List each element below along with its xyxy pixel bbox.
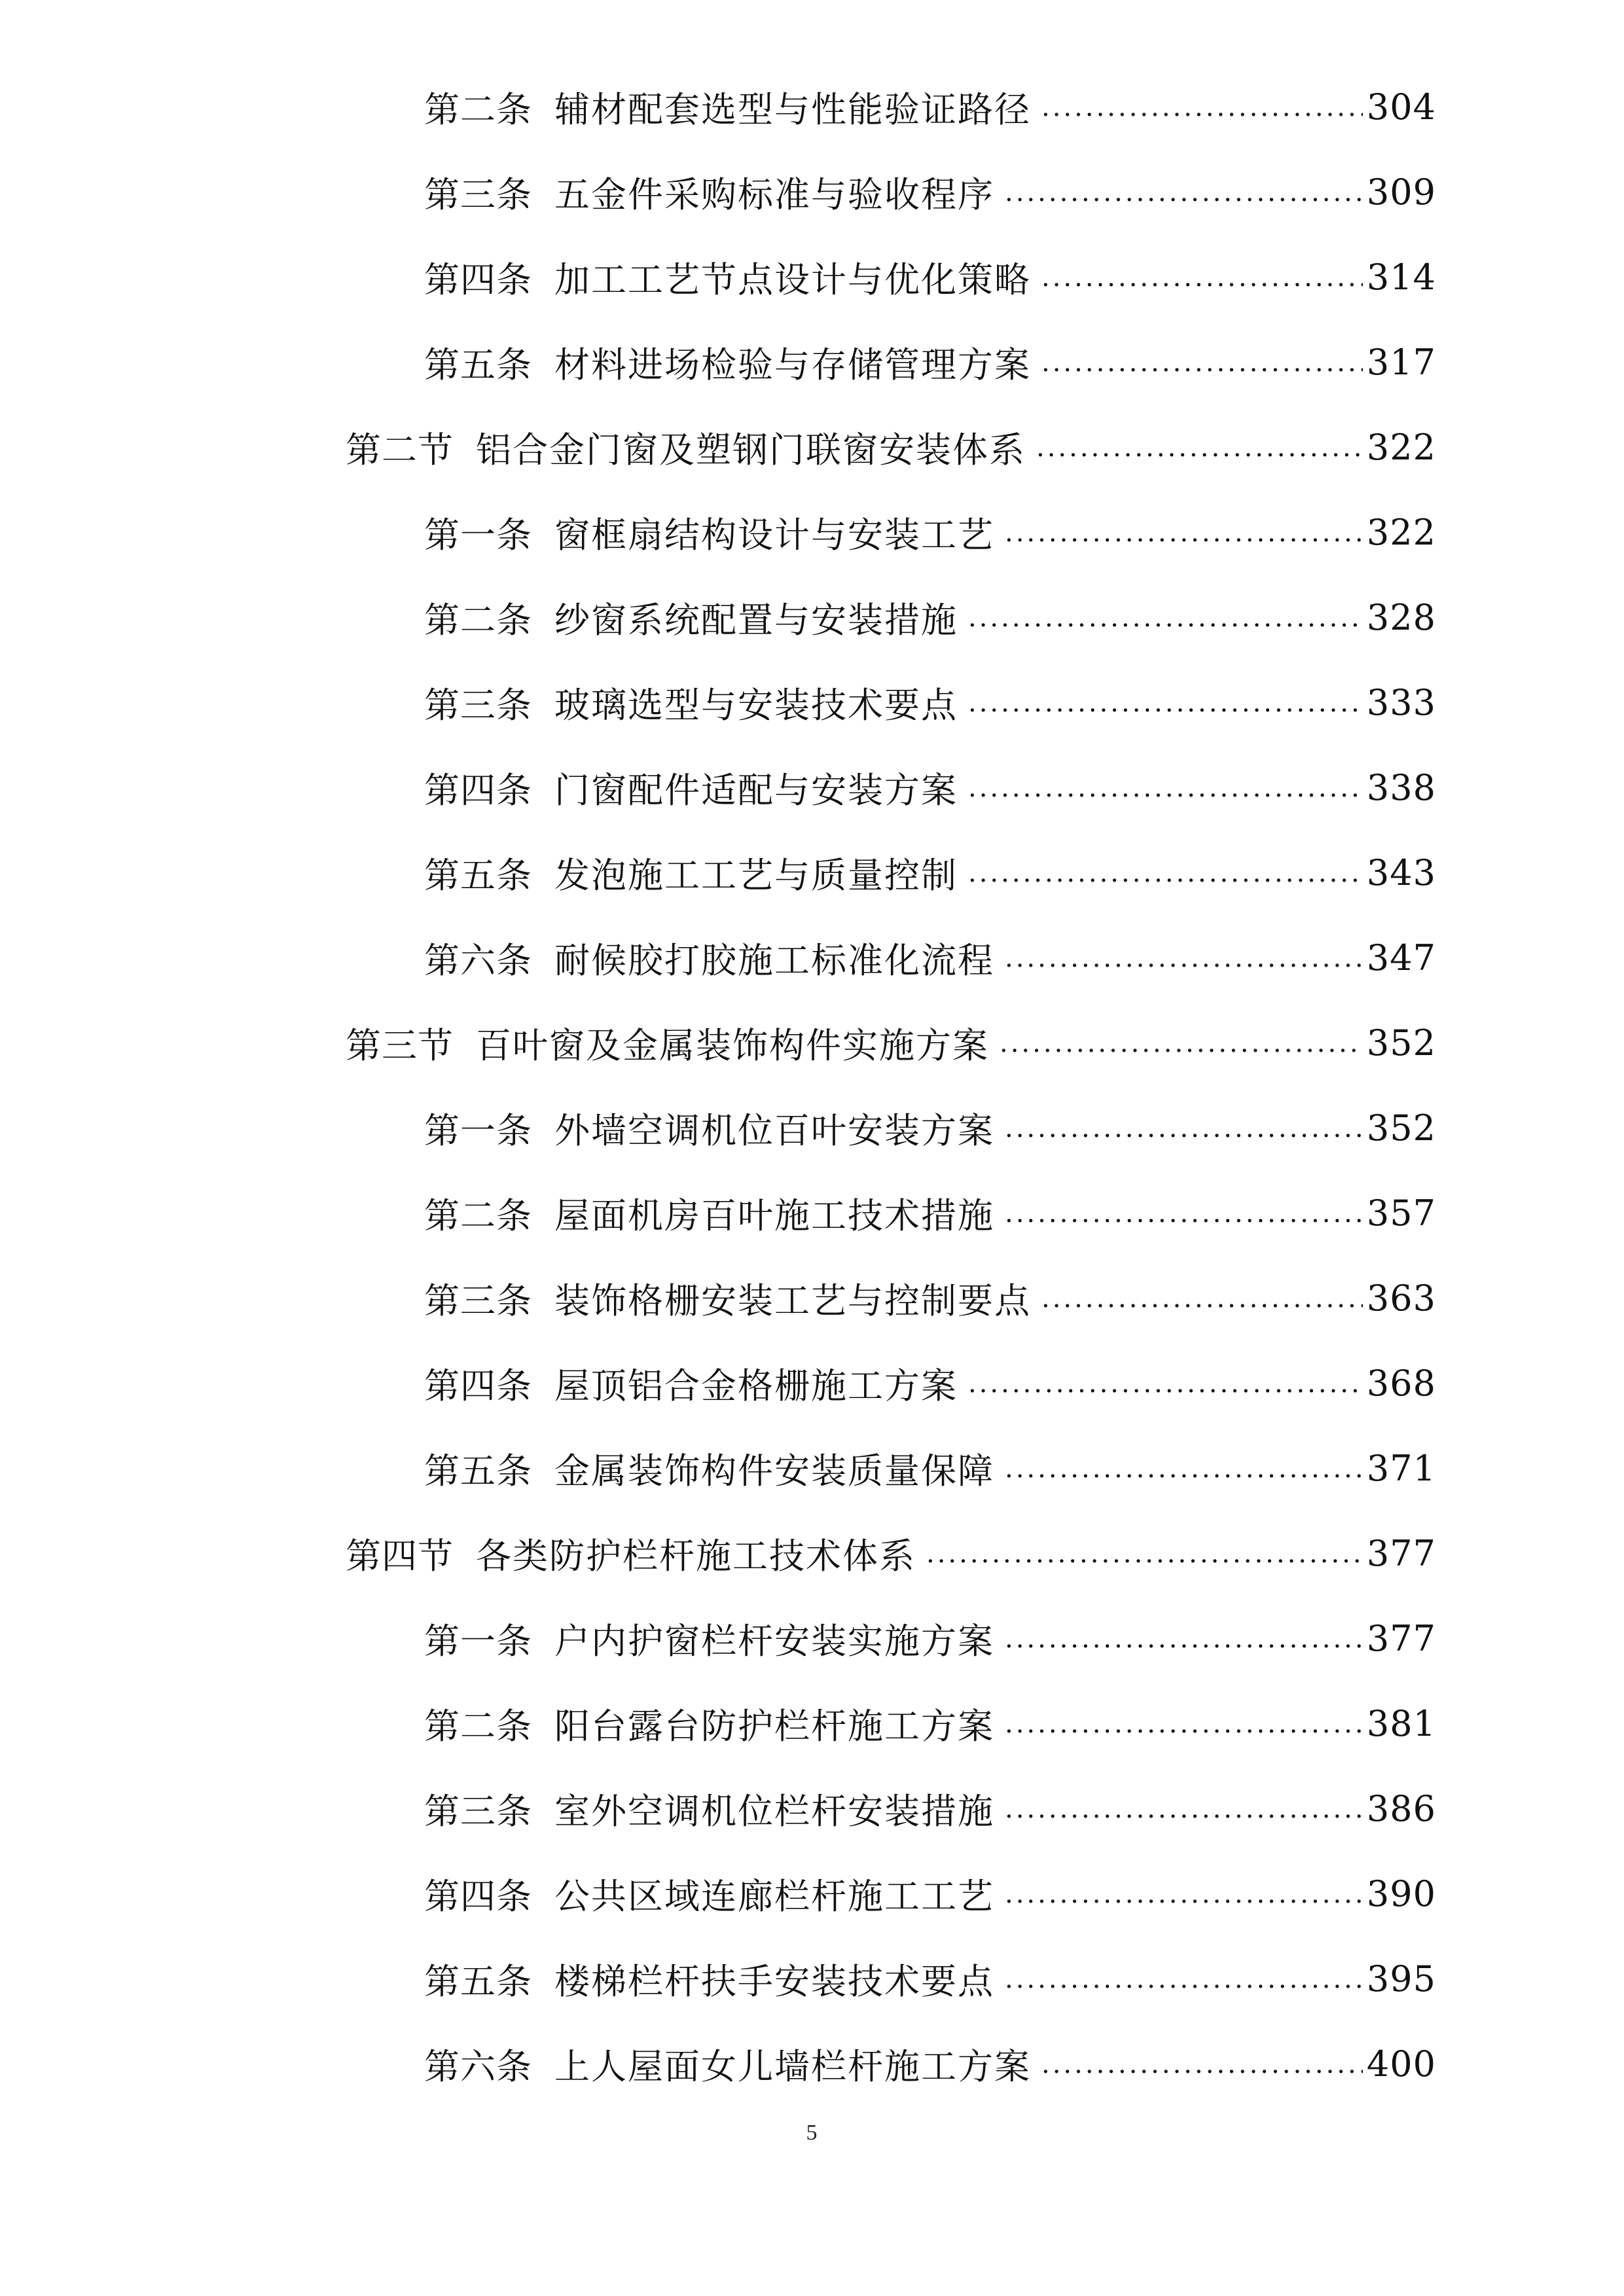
toc-entry-title: 阳台露台防护栏杆施工方案: [554, 1705, 994, 1747]
toc-entry[interactable]: [424, 1432, 1436, 1504]
toc-entry-title: 户内护窗栏杆安装实施方案: [554, 1620, 994, 1662]
toc-entry[interactable]: [424, 1177, 1436, 1249]
toc-entry-title: 纱窗系统配置与安装措施: [554, 599, 958, 641]
toc-leader-dots: [968, 855, 1363, 890]
toc-entry-title: 耐候胶打胶施工标准化流程: [554, 939, 994, 981]
toc-leader-dots: [968, 770, 1363, 805]
toc-entry-title: 发泡施工工艺与质量控制: [554, 854, 958, 896]
toc-leader-dots: [968, 1365, 1363, 1401]
toc-entry[interactable]: [424, 1772, 1436, 1844]
page-number: 5: [806, 2121, 818, 2145]
toc-entry[interactable]: [424, 1687, 1436, 1759]
toc-entry-label: 第四条: [424, 1365, 532, 1407]
toc-entry[interactable]: [424, 1262, 1436, 1334]
toc-section-title: 百叶窗及金属装饰构件实施方案: [476, 1024, 989, 1066]
toc-entry[interactable]: [424, 1602, 1436, 1674]
toc-section-label: 第四节: [346, 1535, 454, 1577]
toc-entry-page: 363: [1366, 1277, 1436, 1319]
toc-entry-page: 314: [1366, 256, 1436, 298]
toc-entry-page: 343: [1366, 852, 1436, 893]
toc-entry-page: 371: [1366, 1447, 1436, 1489]
toc-entry-label: 第二条: [424, 1705, 532, 1747]
toc-entry-page: 322: [1366, 511, 1436, 553]
toc-entry-label: 第一条: [424, 1620, 532, 1662]
toc-leader-dots: [1005, 1621, 1363, 1656]
toc-leader-dots: [1041, 1280, 1363, 1316]
toc-leader-dots: [1005, 174, 1363, 209]
toc-entry-label: 第三条: [424, 1280, 532, 1321]
toc-entry-label: 第三条: [424, 173, 532, 215]
toc-leader-dots: [1005, 1876, 1363, 1911]
toc-entry[interactable]: [424, 922, 1436, 994]
toc-entry-label: 第四条: [424, 259, 532, 300]
toc-leader-dots: [968, 685, 1363, 720]
toc-leader-dots: [1005, 1961, 1363, 1996]
toc-entry-label: 第六条: [424, 2045, 532, 2087]
toc-leader-dots: [1005, 1195, 1363, 1230]
toc-entry-title: 屋面机房百叶施工技术措施: [554, 1194, 994, 1236]
toc-entry[interactable]: [424, 751, 1436, 823]
toc-entry[interactable]: [424, 666, 1436, 738]
toc-section-label: 第二节: [346, 429, 454, 471]
toc-entry-label: 第三条: [424, 684, 532, 726]
toc-entry-page: 309: [1366, 171, 1436, 213]
toc-leader-dots: [1005, 940, 1363, 975]
toc-leader-dots: [1000, 1025, 1363, 1060]
toc-leader-dots: [926, 1535, 1363, 1571]
toc-entry-title: 楼梯栏杆扶手安装技术要点: [554, 1960, 994, 2002]
toc-entry-label: 第二条: [424, 88, 532, 130]
toc-entry-label: 第三条: [424, 1790, 532, 1832]
toc-entry[interactable]: [424, 836, 1436, 908]
toc-entry-page: 377: [1366, 1617, 1436, 1659]
toc-section-page: 377: [1366, 1532, 1436, 1574]
toc-entry-page: 395: [1366, 1958, 1436, 2000]
toc-entry[interactable]: [424, 581, 1436, 653]
toc-entry-label: 第四条: [424, 769, 532, 811]
toc-leader-dots: [1005, 1450, 1363, 1486]
toc-leader-dots: [1041, 259, 1363, 295]
toc-entry-title: 外墙空调机位百叶安装方案: [554, 1109, 994, 1151]
toc-entry-page: 347: [1366, 937, 1436, 978]
toc-entry-page: 338: [1366, 766, 1436, 808]
toc-entry-page: 352: [1366, 1107, 1436, 1149]
toc-entry[interactable]: [424, 1347, 1436, 1419]
toc-entry-title: 窗框扇结构设计与安装工艺: [554, 514, 994, 556]
toc-entry-page: 400: [1366, 2043, 1436, 2085]
toc-entry[interactable]: [424, 1857, 1436, 1929]
toc-entry-label: 第一条: [424, 1109, 532, 1151]
toc-entry-title: 上人屋面女儿墙栏杆施工方案: [554, 2045, 1031, 2087]
toc-entry[interactable]: [424, 71, 1436, 143]
toc-leader-dots: [968, 600, 1363, 635]
toc-leader-dots: [1041, 89, 1363, 124]
toc-leader-dots: [1005, 1706, 1363, 1741]
toc-entry-page: 317: [1366, 341, 1436, 383]
toc-leader-dots: [1036, 429, 1363, 465]
toc-entry-label: 第五条: [424, 1450, 532, 1492]
toc-entry-title: 室外空调机位栏杆安装措施: [554, 1790, 994, 1832]
toc-section-title: 各类防护栏杆施工技术体系: [476, 1535, 916, 1577]
toc-entry[interactable]: [424, 2028, 1436, 2100]
toc-entry-page: 328: [1366, 596, 1436, 638]
toc-entry-title: 五金件采购标准与验收程序: [554, 173, 994, 215]
toc-entry-title: 金属装饰构件安装质量保障: [554, 1450, 994, 1492]
toc-leader-dots: [1005, 1110, 1363, 1145]
toc-entry-title: 加工工艺节点设计与优化策略: [554, 259, 1031, 300]
toc-entry[interactable]: [424, 1092, 1436, 1164]
toc-entry-page: 386: [1366, 1787, 1436, 1829]
toc-entry-label: 第二条: [424, 1194, 532, 1236]
toc-section-entry[interactable]: [346, 411, 1436, 483]
toc-leader-dots: [1041, 2046, 1363, 2081]
toc-entry-title: 公共区域连廊栏杆施工工艺: [554, 1875, 994, 1917]
toc-entry-label: 第二条: [424, 599, 532, 641]
toc-entry-label: 第一条: [424, 514, 532, 556]
toc-entry-label: 第六条: [424, 939, 532, 981]
toc-entry-title: 装饰格栅安装工艺与控制要点: [554, 1280, 1031, 1321]
toc-entry-page: 381: [1366, 1702, 1436, 1744]
toc-section-entry[interactable]: [346, 1517, 1436, 1589]
toc-entry-title: 玻璃选型与安装技术要点: [554, 684, 958, 726]
toc-entry-label: 第五条: [424, 854, 532, 896]
toc-section-label: 第三节: [346, 1024, 454, 1066]
toc-entry-page: 333: [1366, 681, 1436, 723]
toc-entry-page: 304: [1366, 86, 1436, 128]
toc-entry-label: 第五条: [424, 1960, 532, 2002]
toc-entry-label: 第四条: [424, 1875, 532, 1917]
toc-leader-dots: [1005, 514, 1363, 550]
toc-leader-dots: [1041, 344, 1363, 380]
toc-section-title: 铝合金门窗及塑钢门联窗安装体系: [476, 429, 1026, 471]
toc-entry-title: 门窗配件适配与安装方案: [554, 769, 958, 811]
toc-entry-title: 辅材配套选型与性能验证路径: [554, 88, 1031, 130]
toc-entry-label: 第五条: [424, 344, 532, 386]
toc-entry[interactable]: [424, 326, 1436, 398]
toc-section-page: 352: [1366, 1022, 1436, 1064]
toc-section-entry[interactable]: [346, 1007, 1436, 1079]
toc-leader-dots: [1005, 1791, 1363, 1826]
toc-entry[interactable]: [424, 156, 1436, 228]
toc-entry-page: 390: [1366, 1873, 1436, 1914]
toc-entry-title: 材料进场检验与存储管理方案: [554, 344, 1031, 386]
toc-entry[interactable]: [424, 1943, 1436, 2015]
toc-entry-page: 368: [1366, 1362, 1436, 1404]
toc-section-page: 322: [1366, 426, 1436, 468]
toc-entry-page: 357: [1366, 1192, 1436, 1234]
toc-entry[interactable]: [424, 241, 1436, 313]
toc-entry-title: 屋顶铝合金格栅施工方案: [554, 1365, 958, 1407]
toc-entry[interactable]: [424, 496, 1436, 568]
